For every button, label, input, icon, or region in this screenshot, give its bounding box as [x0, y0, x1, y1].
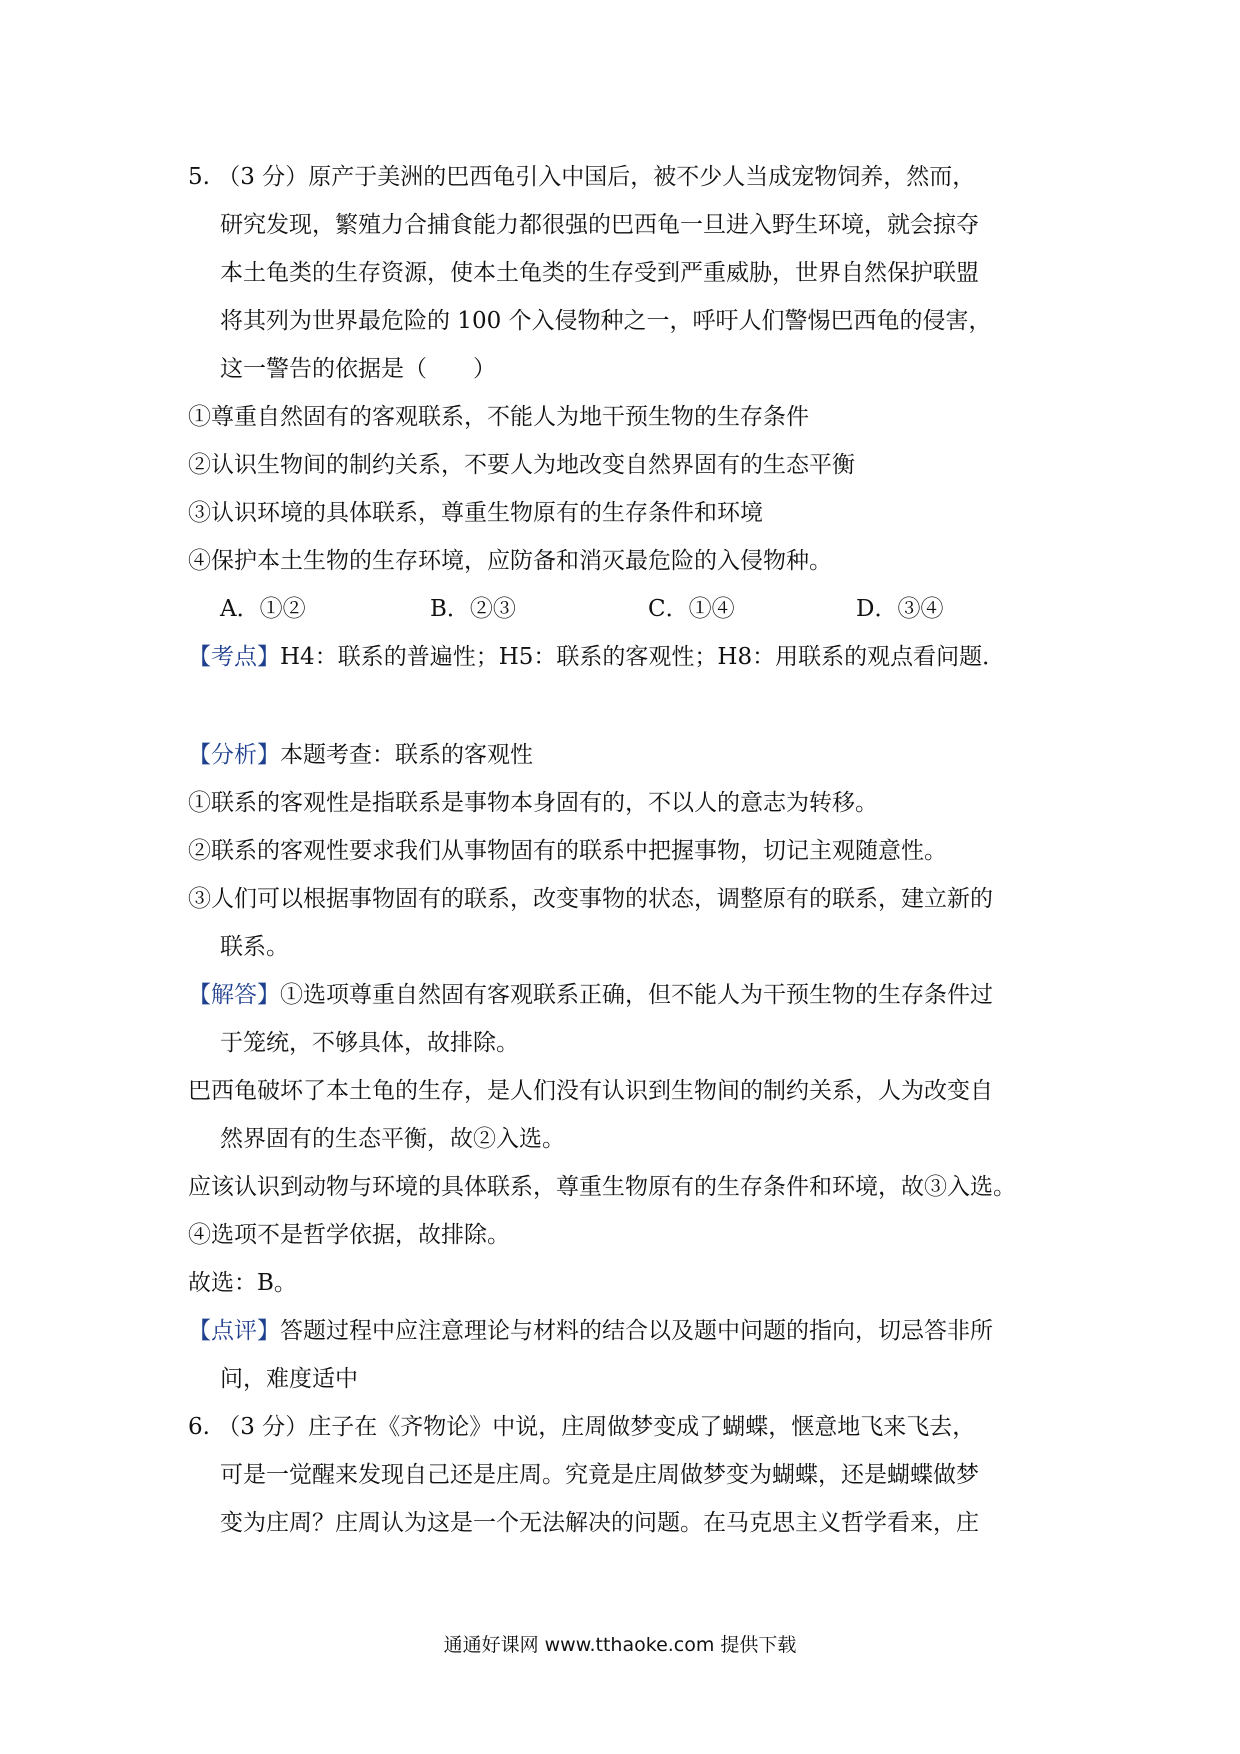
- jieda-tag: 【解答】: [188, 982, 280, 1008]
- q5-stem-line-5: 这一警告的依据是（ ）: [220, 356, 496, 382]
- q5-option-b: B．②③: [430, 596, 516, 622]
- kaodian-tag: 【考点】: [188, 644, 280, 670]
- jieda-line-4: 应该认识到动物与环境的具体联系，尊重生物原有的生存条件和环境，故③入选。: [188, 1174, 1016, 1200]
- jieda-line-5: ④选项不是哲学依据，故排除。: [188, 1222, 510, 1248]
- q5-statement-4: ④保护本土生物的生存环境，应防备和消灭最危险的入侵物种。: [188, 548, 832, 574]
- q5-number: 5.: [188, 164, 210, 190]
- q5-stem-line-3: 本土龟类的生存资源，使本土龟类的生存受到严重威胁，世界自然保护联盟: [220, 260, 979, 286]
- q5-statement-1: ①尊重自然固有的客观联系，不能人为地干预生物的生存条件: [188, 404, 809, 430]
- fenxi-point-2: ②联系的客观性要求我们从事物固有的联系中把握事物，切记主观随意性。: [188, 838, 947, 864]
- jieda-line-1: 于笼统，不够具体，故排除。: [220, 1030, 519, 1056]
- q5-option-a: A．①②: [220, 596, 306, 622]
- dianping-line-2: 问，难度适中: [220, 1366, 358, 1392]
- dianping-text: 答题过程中应注意理论与材料的结合以及题中问题的指向，切忌答非所: [280, 1318, 993, 1344]
- jieda-answer: 故选：B。: [188, 1270, 297, 1296]
- dianping-tag: 【点评】: [188, 1318, 280, 1344]
- q6-score: （3 分）: [217, 1414, 309, 1440]
- q5-dianping: [188, 1316, 993, 1346]
- fenxi-text: 本题考查：联系的客观性: [280, 742, 533, 768]
- q5-stem-line-2: 研究发现，繁殖力合捕食能力都很强的巴西龟一旦进入野生环境，就会掠夺: [220, 212, 979, 238]
- q5-kaodian: [188, 642, 1005, 672]
- q5-fenxi: [188, 740, 533, 770]
- kaodian-text: H4：联系的普遍性；H5：联系的客观性；H8：用联系的观点看问题．: [280, 644, 1006, 670]
- fenxi-point-3: ③人们可以根据事物固有的联系，改变事物的状态，调整原有的联系，建立新的: [188, 886, 993, 912]
- q6-stem-line-2: 可是一觉醒来发现自己还是庄周。究竟是庄周做梦变为蝴蝶，还是蝴蝶做梦: [220, 1462, 979, 1488]
- q5-stem-text: 原产于美洲的巴西龟引入中国后，被不少人当成宠物饲养，然而，: [308, 164, 976, 190]
- jieda-line-3: 然界固有的生态平衡，故②入选。: [220, 1126, 565, 1152]
- q5-jieda: [188, 980, 993, 1010]
- jieda-text: ①选项尊重自然固有客观联系正确，但不能人为干预生物的生存条件过: [280, 982, 993, 1008]
- fenxi-point-1: ①联系的客观性是指联系是事物本身固有的，不以人的意志为转移。: [188, 790, 878, 816]
- q5-statement-2: ②认识生物间的制约关系，不要人为地改变自然界固有的生态平衡: [188, 452, 855, 478]
- q6-stem-line-3: 变为庄周？庄周认为这是一个无法解决的问题。在马克思主义哲学看来，庄: [220, 1510, 979, 1536]
- q6-stem-line-1: [188, 1412, 975, 1442]
- q5-score: （3 分）: [217, 164, 309, 190]
- q5-stem-line-4: 将其列为世界最危险的 100 个入侵物种之一，呼吁人们警惕巴西龟的侵害，: [220, 308, 992, 334]
- jieda-line-2: 巴西龟破坏了本土龟的生存，是人们没有认识到生物间的制约关系，人为改变自: [188, 1078, 993, 1104]
- q6-stem-text: 庄子在《齐物论》中说，庄周做梦变成了蝴蝶，惬意地飞来飞去，: [308, 1414, 976, 1440]
- q5-stem-line-1: [188, 162, 975, 192]
- fenxi-point-3-cont: 联系。: [220, 934, 289, 960]
- q5-option-c: C．①④: [648, 596, 735, 622]
- fenxi-tag: 【分析】: [188, 742, 280, 768]
- q5-statement-3: ③认识环境的具体联系，尊重生物原有的生存条件和环境: [188, 500, 763, 526]
- q6-number: 6.: [188, 1414, 210, 1440]
- page-footer: 通通好课网 www.tthaoke.com 提供下载: [443, 1634, 797, 1656]
- q5-option-d: D．③④: [856, 596, 944, 622]
